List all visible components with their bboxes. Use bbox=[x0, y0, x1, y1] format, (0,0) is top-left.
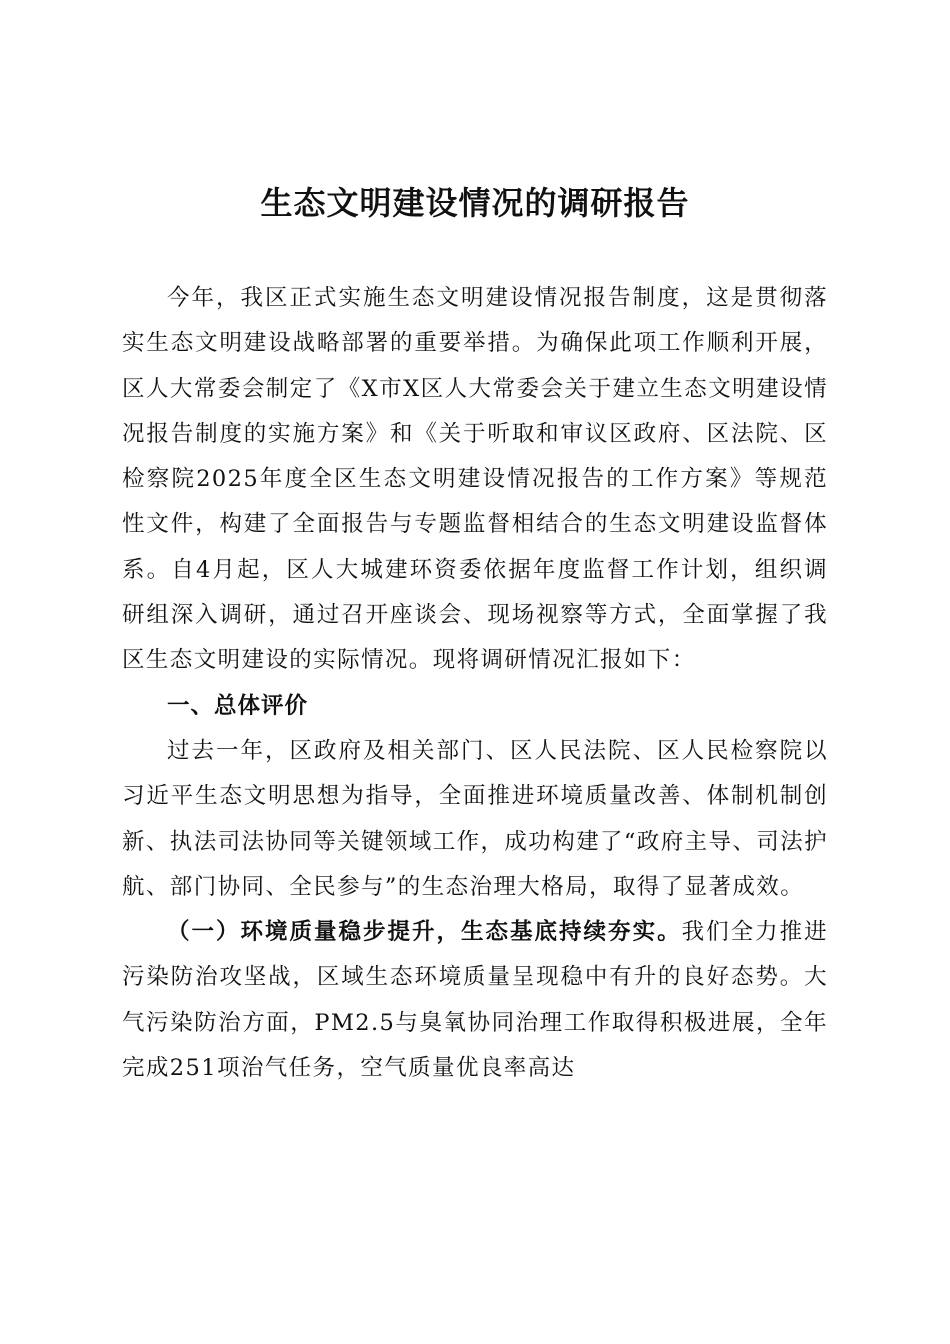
subsection-text: 我们全力推进污染防治攻坚战，区域生态环境质量呈现稳中有升的良好态势。大气污染防治方面，PM2.5与臭氧协同治理工作取得积极进展，全年完成251项治气任务，空气质量优良率高达 bbox=[122, 919, 828, 1082]
subsection-environment-quality-paragraph bbox=[122, 910, 828, 1091]
intro-paragraph: 今年，我区正式实施生态文明建设情况报告制度，这是贯彻落实生态文明建设战略部署的重要举措。为确保此项工作顺利开展，区人大常委会制定了《X市X区人大常委会关于建立生态文明建设情况报告制度的实施方案》和《关于听取和审议区政府、区法院、区检察院2025年度全区生态文明建设情况报告的工作方案》等规范性文件，构建了全面报告与专题监督相结合的生态文明建设监督体系。自4月起，区人大城建环资委依据年度监督工作计划，组织调研组深入调研，通过召开座谈会、现场视察等方式，全面掌握了我区生态文明建设的实际情况。现将调研情况汇报如下： bbox=[122, 285, 828, 674]
overall-evaluation-paragraph: 过去一年，区政府及相关部门、区人民法院、区人民检察院以习近平生态文明思想为指导，全面推进环境质量改善、体制机制创新、执法司法协同等关键领域工作，成功构建了“政府主导、司法护航、部门协同、全民参与”的生态治理大格局，取得了显著成效。 bbox=[122, 737, 829, 900]
document-body bbox=[122, 276, 828, 1091]
document-title: 生态文明建设情况的调研报告 bbox=[260, 184, 690, 222]
section-heading-overall-evaluation: 一、总体评价 bbox=[167, 692, 309, 719]
subsection-lead: （一）环境质量稳步提升，生态基底持续夯实。 bbox=[167, 919, 682, 946]
